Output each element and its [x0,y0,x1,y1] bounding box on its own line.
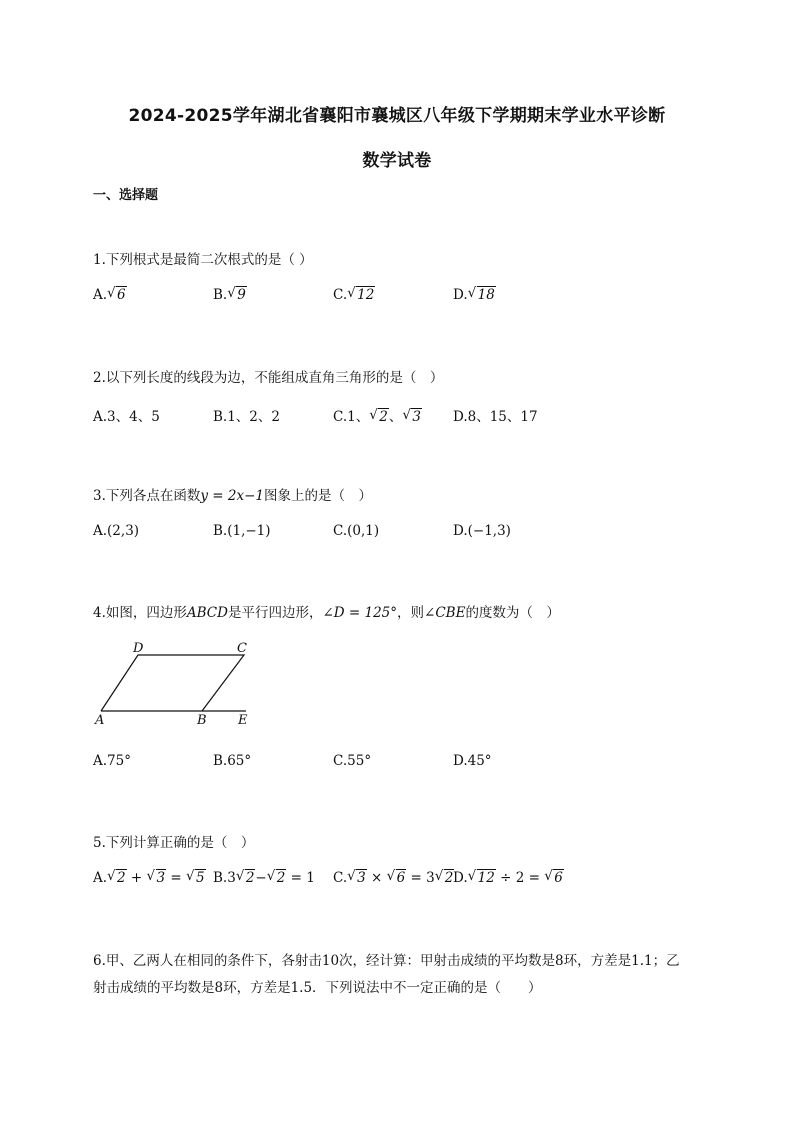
question-4-option-c: C.55° [333,753,372,769]
question-6-stem-line-2: 射击成绩的平均数是8环，方差是1.5．下列说法中不一定正确的是（ ） [93,980,542,996]
question-2-option-a: A.3、4、5 [93,409,160,425]
question-2-option-c: C.1、√ 2、√ 3 [333,405,422,425]
question-1-option-c: C.√ 12 [333,287,375,303]
question-2-option-d: D.8、15、17 [453,409,538,425]
vertex-label-e: E [238,713,248,728]
parallelogram-outline [101,655,244,711]
vertex-label-b: B [197,713,207,728]
question-3-option-a: A.(2,3) [93,523,140,539]
question-5-option-b: B.3√ 2−√ 2 = 1 [213,870,315,886]
question-6-stem-line-1: 6.甲、乙两人在相同的条件下，各射击10次，经计算：甲射击成绩的平均数是8环，方差是1.1；乙 [93,953,680,969]
question-5-option-d: D.√ 12 ÷ 2 = √ 6 [453,870,564,886]
question-2-option-b: B.1、2、2 [213,409,280,425]
vertex-label-d: D [133,641,144,656]
page-subtitle: 数学试卷 [362,151,432,171]
question-3-option-c: C.(0,1) [333,523,380,539]
section-heading: 一、选择题 [93,188,159,203]
question-4-option-d: D.45° [453,753,492,769]
question-3-option-b: B.(1,−1) [213,523,271,539]
question-3-stem: 3.下列各点在函数y = 2x−1图象上的是（ ） [93,488,373,504]
page-title: 2024-2025学年湖北省襄阳市襄城区八年级下学期期末学业水平诊断 [128,106,666,126]
parallelogram-figure [90,636,260,728]
question-2-stem: 2.以下列长度的线段为边，不能组成直角三角形的是（ ） [93,370,444,386]
question-4-option-a: A.75° [93,753,131,769]
vertex-label-c: C [237,641,247,656]
question-1-option-d: D.√ 18 [453,287,496,303]
question-4-stem: 4.如图，四边形ABCD是平行四边形，∠D = 125°，则∠CBE的度数为（ ） [93,605,560,621]
question-4-option-b: B.65° [213,753,252,769]
question-1-stem: 1.下列根式是最简二次根式的是（ ） [93,252,313,268]
question-1-option-a: A.√ 6 [93,287,127,303]
question-5-stem: 5.下列计算正确的是（ ） [93,835,255,851]
vertex-label-a: A [95,713,105,728]
question-5-option-a: A.√ 2 + √ 3 = √ 5 [93,870,206,886]
question-1-option-b: B.√ 9 [213,287,247,303]
question-3-option-d: D.(−1,3) [453,523,511,539]
question-5-option-c: C.√ 3 × √ 6 = 3√ 2 [333,870,454,886]
